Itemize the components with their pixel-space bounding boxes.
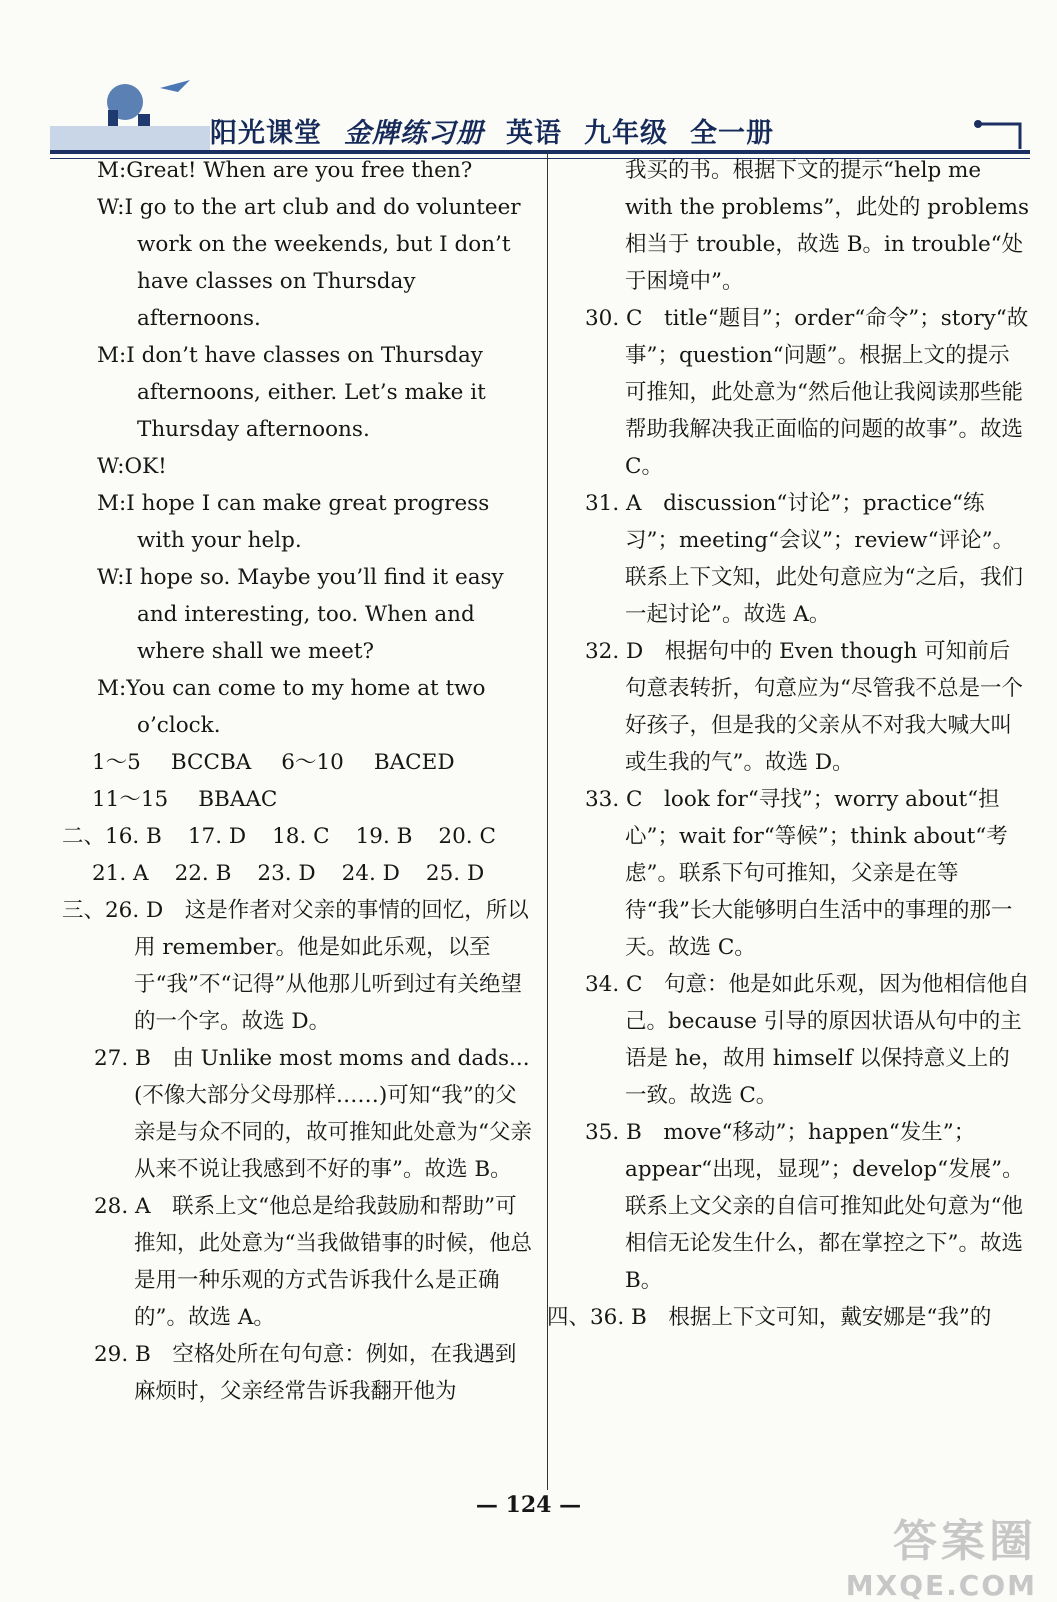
answer-row: 21. A 22. B 23. D 24. D 25. D [92,861,485,886]
header-decoration-icon [50,70,210,150]
dialogue-line: M:You can come to my home at two o’clock. [97,676,486,738]
explanation: 三、26. D 这是作者对父亲的事情的回忆，所以用 remember。他是如此乐观，以至于“我”不“记得”从他那儿听到过有关绝望的一个字。故选 D。 [62,898,529,1034]
answer-row: 二、16. B 17. D 18. C 19. B 20. C [62,824,496,849]
column-divider [547,150,548,1490]
explanation: 35. B move“移动”；happen“发生”；appear“出现，显现”；develop“发展”。联系上文父亲的自信可推知此处句意为“他相信无论发生什么，都在掌控之下”。故选 B。 [585,1120,1024,1293]
left-column [62,152,532,1410]
dialogue-line: W:I hope so. Maybe you’ll find it easy and interesting, too. When and where shall we meet? [97,565,504,664]
answer-row: 11～15 BBAAC [92,787,278,812]
explanation: 27. B 由 Unlike most moms and dads...(不像大部分父母那样……)可知“我”的父亲是与众不同的，故可推知此处意为“父亲从来不说让我感到不好的事”。故选 B。 [94,1046,532,1182]
explanation: 30. C title“题目”；order“命令”；story“故事”；question“问题”。根据上文的提示可推知，此处意为“然后他让我阅读那些能帮助我解决我正面临的问题的故事”。故选 C。 [585,306,1029,479]
watermark [846,1505,1037,1602]
header-volume: 全一册 [690,117,774,149]
explanation: 四、36. B 根据上下文可知，戴安娜是“我”的 [547,1305,992,1330]
watermark-url: MXQE.COM [845,1569,1037,1602]
page-header [50,70,1030,152]
page-number: — 124 — [475,1492,582,1518]
header-corner-icon [970,114,1030,154]
header-brand: 阳光课堂 [210,117,322,149]
answer-row: 1～5 BCCBA 6～10 BACED [92,750,455,775]
explanation: 33. C look for“寻找”；worry about“担心”；wait for“等候”；think about“考虑”。联系下句可推知，父亲是在等待“我”长大能够明白生活中的事理的那一天。故选 C。 [585,787,1013,960]
right-column [547,152,1030,1336]
header-title-row [210,110,774,150]
explanation: 32. D 根据句中的 Even though 可知前后句意表转折，句意应为“尽管我不总是一个好孩子，但是我的父亲从不对我大喊大叫或生我的气”。故选 D。 [585,639,1023,775]
dialogue-line: M:Great! When are you free then? [97,158,473,183]
watermark-logo-text: 答案圈 [893,1516,1037,1567]
dialogue-line: W:I go to the art club and do volunteer work on the weekends, but I don’t have classes on Thursday afternoons. [97,195,521,331]
header-grade: 九年级 [584,117,668,149]
dialogue [62,152,532,744]
explanation: 34. C 句意：他是如此乐观，因为他相信他自己。because 引导的原因状语从句中的主语是 he，故用 himself 以保持意义上的一致。故选 C。 [585,972,1030,1108]
header-subject: 英语 [506,117,562,149]
dialogue-line: M:I don’t have classes on Thursday afternoons, either. Let’s make it Thursday afternoons. [97,343,486,442]
dialogue-line: W:OK! [97,454,167,479]
explanation: 31. A discussion“讨论”；practice“练习”；meeting“会议”；review“评论”。联系上下文知，此处句意应为“之后，我们一起讨论”。故选 A。 [585,491,1023,627]
dialogue-line: M:I hope I can make great progress with your help. [97,491,490,553]
explanation: 28. A 联系上文“他总是给我鼓励和帮助”可推知，此处意为“当我做错事的时候，他总是用一种乐观的方式告诉我什么是正确的”。故选 A。 [94,1194,532,1330]
header-series: 金牌练习册 [344,117,484,149]
explanation-continuation: 我买的书。根据下文的提示“help me with the problems”，此处的 problems 相当于 trouble，故选 B。in trouble“处于困境中”。 [625,158,1030,294]
explanation: 29. B 空格处所在句句意：例如，在我遇到麻烦时，父亲经常告诉我翻开他为 [94,1342,517,1404]
